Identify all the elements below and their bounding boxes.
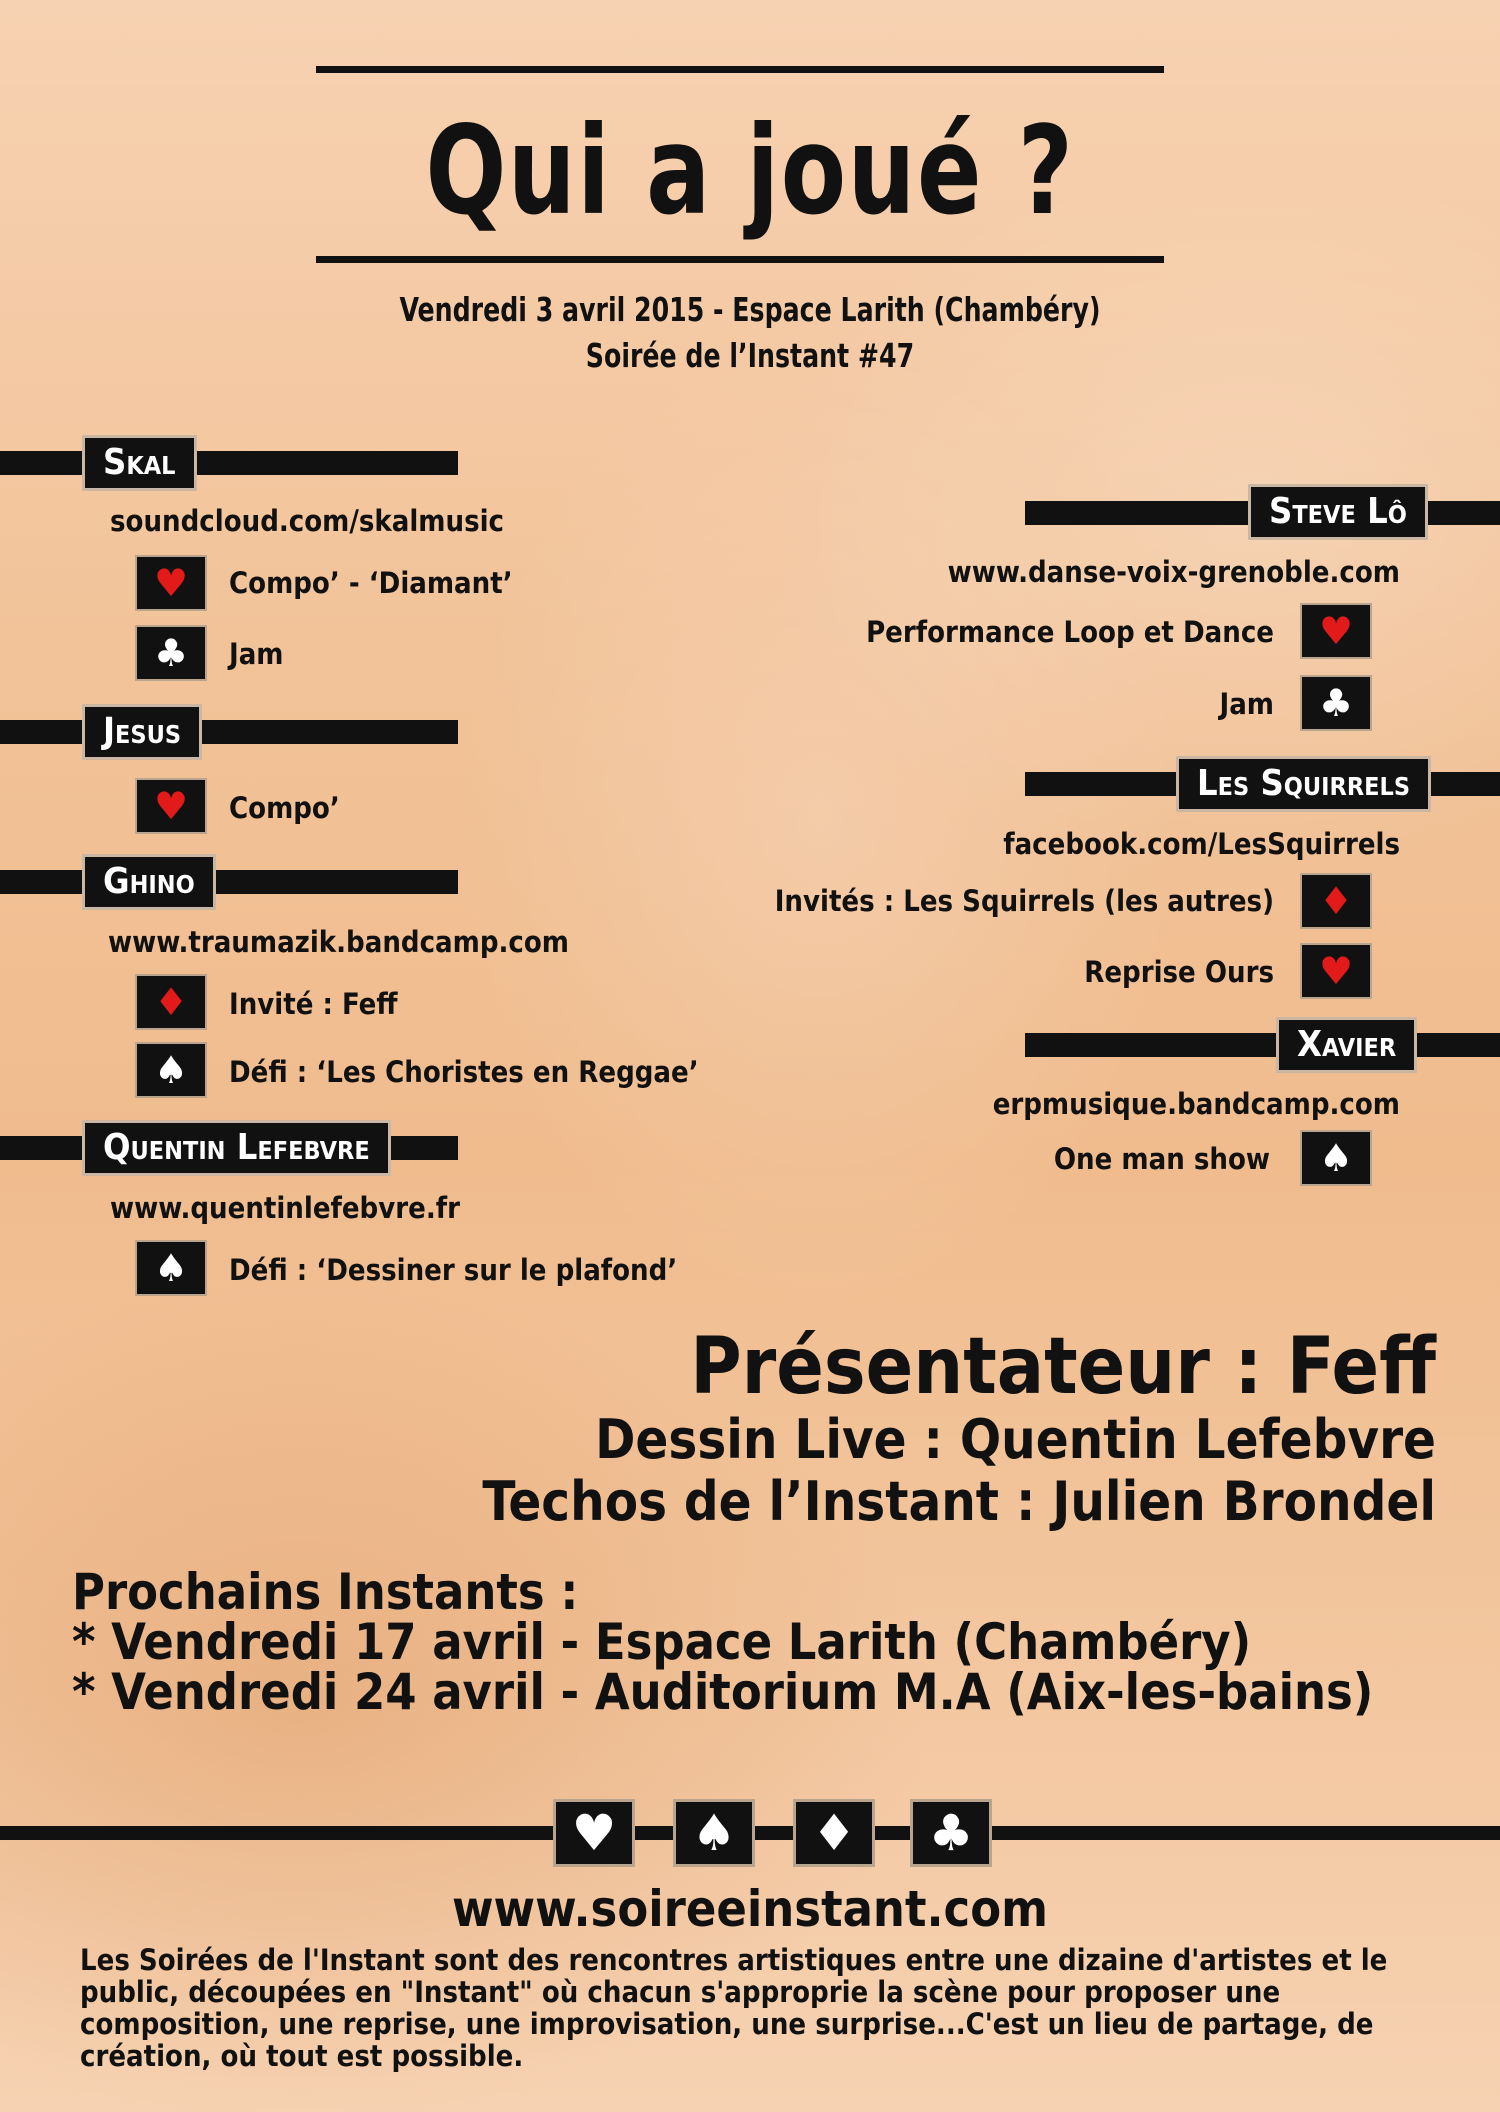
event-date-venue: Vendredi 3 avril 2015 - Espace Larith (Chambéry) [399, 290, 1101, 329]
artist-name-steve: Steve Lô [1248, 484, 1428, 540]
spade-icon: ♠ [135, 1042, 207, 1098]
club-icon: ♣ [1300, 675, 1372, 731]
artist-name-xavier: Xavier [1276, 1017, 1417, 1073]
spade-icon: ♠ [135, 1240, 207, 1296]
act-quentin-1: Défi : ‘Dessiner sur le plafond’ [229, 1253, 678, 1287]
event-description: Les Soirées de l'Instant sont des rencontres artistiques entre une dizaine d'artistes et le public, découpées en "Instant" où chacun s'approprie la scène pour proposer une composition, une reprise, une improvisation, une surprise...C'est un lieu de partage, de création, où tout est possible. [80, 1943, 1388, 2073]
artist-link-steve[interactable]: www.danse-voix-grenoble.com [947, 555, 1400, 589]
act-skal-2: Jam [229, 637, 284, 671]
act-squirrels-1: Invités : Les Squirrels (les autres) [774, 884, 1274, 918]
heart-icon: ♥ [553, 1799, 635, 1867]
heart-icon: ♥ [135, 555, 207, 611]
artist-link-xavier[interactable]: erpmusique.bandcamp.com [992, 1087, 1400, 1121]
diamond-icon: ♦ [135, 974, 207, 1030]
act-steve-1: Performance Loop et Dance [866, 615, 1274, 649]
act-steve-2: Jam [1219, 687, 1274, 721]
artist-bar-jesus [0, 720, 458, 744]
artist-name-squirrels: Les Squirrels [1176, 756, 1431, 812]
act-skal-1: Compo’ - ‘Diamant’ [229, 566, 513, 600]
artist-link-squirrels[interactable]: facebook.com/LesSquirrels [1003, 827, 1400, 861]
page-title: Qui a joué ? [425, 100, 1075, 242]
upcoming-date-1: * Vendredi 17 avril - Espace Larith (Chambéry) [72, 1613, 1252, 1671]
spade-icon: ♠ [673, 1799, 755, 1867]
artist-name-jesus: Jesus [82, 704, 202, 760]
act-ghino-2: Défi : ‘Les Choristes en Reggae’ [229, 1055, 699, 1089]
act-ghino-1: Invité : Feff [229, 987, 398, 1021]
artist-bar-ghino [0, 870, 458, 894]
club-icon: ♣ [910, 1799, 992, 1867]
heart-icon: ♥ [1300, 603, 1372, 659]
event-edition: Soirée de l’Instant #47 [585, 336, 915, 375]
upcoming-heading: Prochains Instants : [72, 1563, 579, 1621]
artist-bar-skal [0, 451, 458, 475]
artist-name-quentin: Quentin Lefebvre [82, 1120, 391, 1176]
artist-name-skal: Skal [82, 435, 197, 491]
live-drawing-credit: Dessin Live : Quentin Lefebvre [595, 1408, 1436, 1471]
techs-credit: Techos de l’Instant : Julien Brondel [482, 1470, 1436, 1533]
artist-bar-xavier [1025, 1033, 1500, 1057]
club-icon: ♣ [135, 625, 207, 681]
title-bottom-rule [316, 256, 1164, 263]
heart-icon: ♥ [135, 778, 207, 834]
act-xavier-1: One man show [1053, 1142, 1270, 1176]
heart-icon: ♥ [1300, 943, 1372, 999]
diamond-icon: ♦ [1300, 873, 1372, 929]
act-jesus-1: Compo’ [229, 791, 340, 825]
title-top-rule [316, 66, 1164, 73]
artist-link-skal[interactable]: soundcloud.com/skalmusic [110, 504, 505, 538]
act-squirrels-2: Reprise Ours [1084, 955, 1274, 989]
diamond-icon: ♦ [793, 1799, 875, 1867]
presenter-credit: Présentateur : Feff [690, 1322, 1436, 1412]
artist-link-ghino[interactable]: www.traumazik.bandcamp.com [108, 925, 569, 959]
artist-link-quentin[interactable]: www.quentinlefebvre.fr [110, 1191, 460, 1225]
upcoming-date-2: * Vendredi 24 avril - Auditorium M.A (Aix-les-bains) [72, 1663, 1374, 1721]
website-link[interactable]: www.soireeinstant.com [451, 1880, 1049, 1938]
artist-name-ghino: Ghino [82, 854, 216, 910]
spade-icon: ♠ [1300, 1130, 1372, 1186]
